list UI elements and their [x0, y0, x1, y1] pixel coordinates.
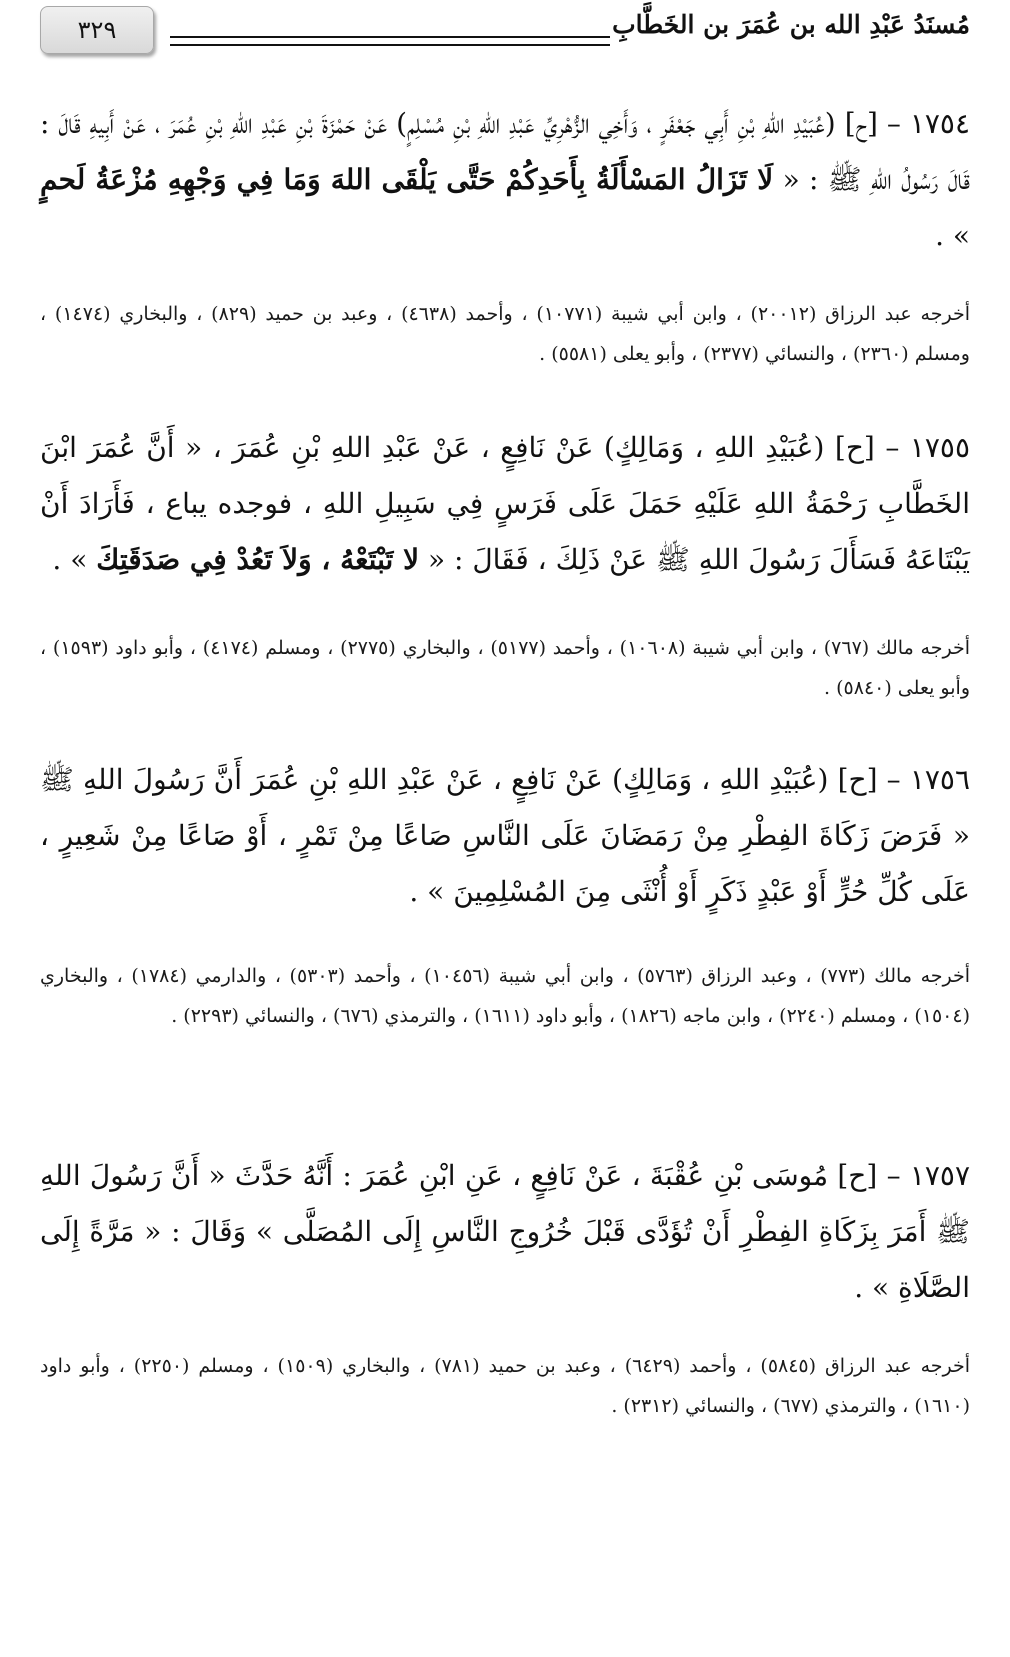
hadith-1755: [40, 420, 970, 588]
page-header: [0, 0, 1010, 64]
hadith-text: ١٧٥٧ – [ح] مُوسَى بْنِ عُقْبَةَ ، عَنْ نَافِعٍ ، عَنِ ابْنِ عُمَرَ : أَنَّهُ حَدَّثَ « أَنَّ رَسُولَ اللهِ ﷺ أَمَرَ بِزَكَاةِ الفِطْرِ أَنْ تُؤَدَّى قَبْلَ خُرُوجِ النَّاسِ إِلَى المُصَلَّى » وَقَالَ : « مَرَّةً إِلَى الصَّلَاةِ » .: [40, 1159, 970, 1304]
hadith-text: ١٧٥٦ – [ح] (عُبَيْدِ اللهِ ، وَمَالِكٍ) عَنْ نَافِعٍ ، عَنْ عَبْدِ اللهِ بْنِ عُمَرَ أَنَّ رَسُولَ اللهِ ﷺ « فَرَضَ زَكَاةَ الفِطْرِ مِنْ رَمَضَانَ عَلَى النَّاسِ صَاعًا مِنْ تَمْرٍ ، أَوْ صَاعًا مِنْ شَعِيرٍ ، عَلَى كُلِّ حُرٍّ أَوْ عَبْدٍ ذَكَرٍ أَوْ أُنْثَى مِنَ المُسْلِمِينَ » .: [40, 763, 970, 908]
prophetic-quote: لَا تَزَالُ المَسْأَلَةُ بِأَحَدِكُمْ حَتَّى يَلْقَى اللهَ وَمَا فِي وَجْهِهِ مُزْعَةُ لَحمٍ: [40, 163, 774, 196]
hadith-1757: [40, 1148, 970, 1316]
hadith-text: ١٧٥٤ – [ح] (عُبَيْدِ اللهِ بْنِ أَبِي جَعْفَرٍ ، وَأَخِي الزُّهْرِيِّ عَبْدِ اللهِ بْنِ مُسْلِمٍ) عَنْ حَمْزَةَ بْنِ عَبْدِ اللهِ بْنِ عُمَرَ ، عَنْ أَبِيهِ قَالَ : قَالَ رَسُولُ اللهِ ﷺ : «: [40, 107, 970, 196]
hadith-text: ١٧٥٥ – [ح] (عُبَيْدِ اللهِ ، وَمَالِكٍ) عَنْ نَافِعٍ ، عَنْ عَبْدِ اللهِ بْنِ عُمَرَ ، « أَنَّ عُمَرَ ابْنَ الخَطَّابِ رَحْمَةُ اللهِ عَلَيْهِ حَمَلَ عَلَى فَرَسٍ فِي سَبِيلِ اللهِ ، فوجده يباع ، فَأَرَادَ أَنْ يَبْتَاعَهُ فَسَأَلَ رَسُولَ اللهِ ﷺ عَنْ ذَلِكَ ، فَقَالَ : «: [40, 431, 970, 576]
running-title: مُسنَدُ عَبْدِ الله بن عُمَرَ بن الخَطَّابِ: [612, 10, 970, 39]
hadith-1754: [40, 96, 970, 264]
page-number: ٣٢٩: [40, 6, 154, 54]
takhrij-1754: أخرجه عبد الرزاق (٢٠٠١٢) ، وابن أبي شيبة (١٠٧٧١) ، وأحمد (٤٦٣٨) ، وعبد بن حميد (٨٢٩) ، والبخاري (١٤٧٤) ، ومسلم (٢٣٦٠) ، والنسائي (٢٣٧٧) ، وأبو يعلى (٥٥٨١) .: [40, 303, 970, 365]
takhrij-1757: أخرجه عبد الرزاق (٥٨٤٥) ، وأحمد (٦٤٢٩) ، وعبد بن حميد (٧٨١) ، والبخاري (١٥٠٩) ، ومسلم (٢٢٥٠) ، وأبو داود (١٦١٠) ، والترمذي (٦٧٧) ، والنسائي (٢٣١٢) .: [40, 1355, 971, 1417]
hadith-text-end: » .: [52, 543, 97, 576]
takhrij-1755: أخرجه مالك (٧٦٧) ، وابن أبي شيبة (١٠٦٠٨) ، وأحمد (٥١٧٧) ، والبخاري (٢٧٧٥) ، ومسلم (٤١٧٤) ، وأبو داود (١٥٩٣) ، وأبو يعلى (٥٨٤٠) .: [40, 637, 970, 699]
hadith-1756: [40, 752, 970, 920]
hadith-text-end: » .: [935, 219, 970, 252]
prophetic-quote: لا تَبْتَعْهُ ، وَلاَ تَعُدْ فِي صَدَقَتِكَ: [96, 543, 420, 576]
takhrij-1756: أخرجه مالك (٧٧٣) ، وعبد الرزاق (٥٧٦٣) ، وابن أبي شيبة (١٠٤٥٦) ، وأحمد (٥٣٠٣) ، والدارمي (١٧٨٤) ، والبخاري (١٥٠٤) ، ومسلم (٢٢٤٠) ، وابن ماجه (١٨٢٦) ، وأبو داود (١٦١١) ، والترمذي (٦٧٦) ، والنسائي (٢٢٩٣) .: [40, 965, 971, 1027]
header-rule: [170, 36, 610, 46]
